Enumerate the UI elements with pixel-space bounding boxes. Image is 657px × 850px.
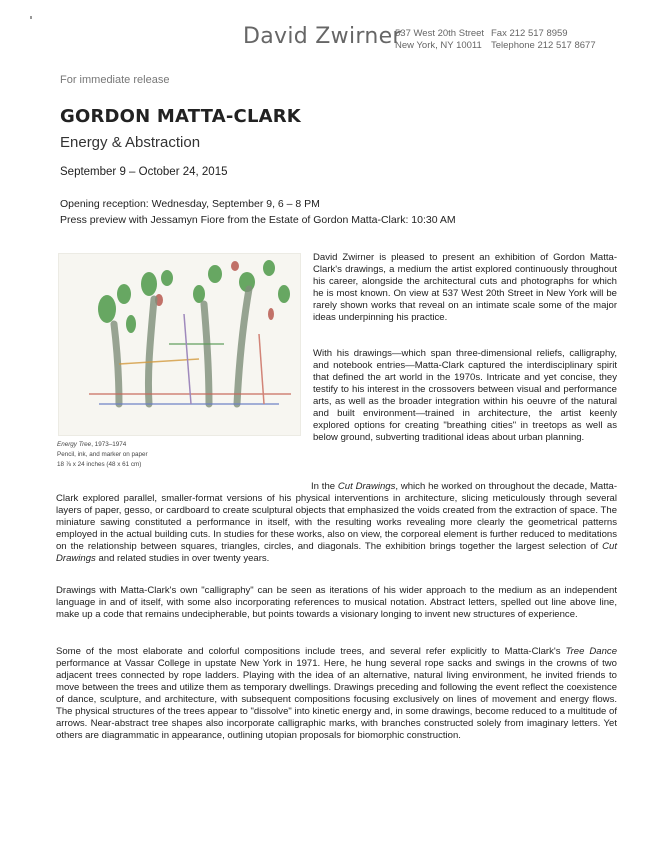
caption-years: , 1973–1974 [91,441,127,448]
p3-text-a: In the [311,481,338,492]
exhibition-title: Energy & Abstraction [60,134,201,151]
paragraph-4: Drawings with Matta-Clark's own "calligraphy" can be seen as iterations of his wider approach to the medium as an independent language in and of itself, with some also incorporating references to musical notation. Abstract letters, spelled out line above line, make up a code that remains undecipherable, but points towards a visionary longing to invent new structures of experience. [56,585,617,620]
telephone-number: Telephone 212 517 8677 [491,40,596,51]
energy-tree-drawing [59,254,300,435]
caption-title-line [57,440,148,450]
p3-emphasis-1: Cut Drawings [337,481,396,492]
paragraph-1: David Zwirner is pleased to present an exhibition of Gordon Matta-Clark's drawings, a medium the artist explored continuously throughout his career, alongside the architectural cuts and photographs for which he is most known. On view at 537 West 20th Street in New York will be rarely shown works that reveal on an intimate scale some of the major ideas underpinning his practice. [313,252,617,323]
gallery-contact [491,28,596,52]
scan-mark [30,16,32,19]
fax-number: Fax 212 517 8959 [491,28,568,39]
p5-text-a: Some of the most elaborate and colorful compositions include trees, and several refer explicitly to Matta-Clark's [56,646,566,657]
address-line-2: New York, NY 10011 [395,40,482,51]
caption-medium: Pencil, ink, and marker on paper [57,451,148,458]
paragraph-5 [56,646,617,742]
caption-title: Energy Tree [57,441,92,448]
release-label: For immediate release [60,74,170,86]
p3-text-c: and related studies in over twenty years. [95,553,270,564]
opening-reception: Opening reception: Wednesday, September 9, 6 – 8 PM [60,198,320,210]
p3-text-b: , which he worked on throughout the decade, Matta-Clark explored parallel, smaller-format versions of his physical interventions in architecture, slicing meticulously through several layers of paper, gesso, or cardboard to create sculptural objects that emphasized the voids created from the extraction of space. The miniature sawing constituted a performance in itself, with the resulting works revealing more clearly the geometrical patterns employed in the actual building cuts. In studies for these works, also on view, the corporeal element is further reduced to meditations on the relationship between squares, triangles, circles, and diagonals. The exhibition brings together the largest selection of [56,481,617,552]
gallery-address [395,28,484,52]
p5-text-b: performance at Vassar College in upstate New York in 1971. Here, he hung several rope sacks and swings in the crowns of two adjacent trees connected by rope ladders. Playing with the idea of an alternative, natural living environment, he invited friends to move between the trees and utilize them as temporary dwellings. Drawings preceding and following the event reflect the coexistence of dance, sculpture, and architecture, with subsequent compositions focusing exclusively on lines of movement and energy flows. The physical structures of the trees appear to "dissolve" into kinetic energy and, in some drawings, become reduced to a multitude of arrows. Near-abstract tree shapes also incorporate calligraphic marks, with branches constructed solely from imaginary letters. Yet others are diagrammatic in appearance, outlining utopian proposals for biomorphic construction. [56,658,617,741]
event-info [60,196,456,228]
press-preview: Press preview with Jessamyn Fiore from the Estate of Gordon Matta-Clark: 10:30 AM [60,214,456,226]
artwork-image [58,253,301,436]
p5-emphasis: Tree Dance [565,646,617,657]
caption-dimensions: 18 ⅞ x 24 inches (48 x 61 cm) [57,461,142,468]
exhibition-dates: September 9 – October 24, 2015 [60,166,228,178]
artwork-caption [57,440,148,470]
address-line-1: 537 West 20th Street [395,28,485,39]
p3-emphasis-2: Cut Drawings [56,541,617,564]
gallery-logo: David Zwirner [243,24,402,49]
paragraph-3 [56,481,617,565]
paragraph-2: With his drawings—which span three-dimensional reliefs, calligraphy, and notebook entries—Matta-Clark captured the interdisciplinary spirit that defined the art world in the 1970s. Intricate and yet concise, they testify to his interest in the crossovers between visual and performance arts, as well as the broader integration within his oeuvre of the natural and built environment—trained in architecture, the artist keenly explored options for creating "breathing cities" in treetops as well as below ground, subverting traditional ideas about urban planning. [313,348,617,443]
artist-name: GORDON MATTA-CLARK [60,106,301,127]
